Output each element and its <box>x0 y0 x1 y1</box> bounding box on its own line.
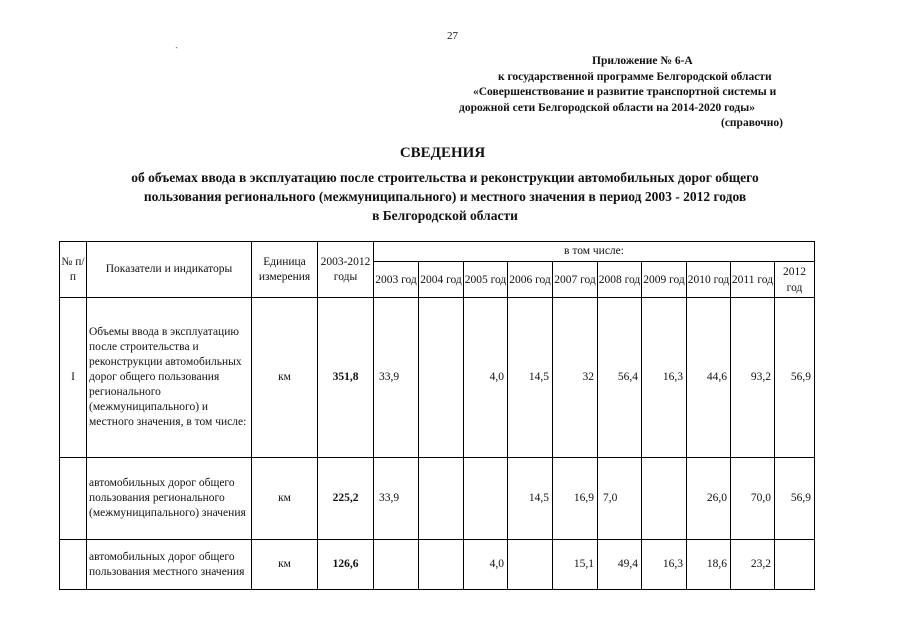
row-value: 93,2 <box>731 298 775 458</box>
table-row <box>60 540 815 590</box>
row-indicator: автомобильных дорог общего пользования регионального (межмуниципального) значения <box>87 458 252 540</box>
annex-line-2: к государственной программе Белгородской области <box>498 70 772 83</box>
row-value: 16,9 <box>553 458 598 540</box>
row-value: 44,6 <box>687 298 731 458</box>
row-unit: км <box>252 458 318 540</box>
annex-line-4: дорожной сети Белгородской области на 2014-2020 годы» <box>459 101 755 114</box>
header-year: 2009 год <box>642 262 687 298</box>
row-unit: км <box>252 298 318 458</box>
row-value: 56,9 <box>775 298 815 458</box>
row-value: 14,5 <box>508 458 553 540</box>
row-indicator: Объемы ввода в эксплуатацию после строительства и реконструкции автомобильных дорог общего пользования регионального (межмуниципального) и местного значения, в том числе: <box>87 298 252 458</box>
row-indicator: автомобильных дорог общего пользования местного значения <box>87 540 252 590</box>
header-year: 2007 год <box>553 262 598 298</box>
subtitle-line-2: пользования регионального (межмуниципального) и местного значения в период 2003 - 2012 годов <box>143 189 747 204</box>
annex-line-1: Приложение № 6-А <box>592 55 693 67</box>
header-number: № п/п <box>60 242 87 298</box>
row-value: 4,0 <box>464 540 508 590</box>
row-number <box>60 458 87 540</box>
row-value: 70,0 <box>731 458 775 540</box>
header-year: 2004 год <box>419 262 464 298</box>
header-year: 2010 год <box>687 262 731 298</box>
annex-line-5: (справочно) <box>721 117 783 129</box>
row-value: 7,0 <box>598 458 642 540</box>
row-total: 351,8 <box>318 298 374 458</box>
subtitle-line-3: в Белгородской области <box>372 208 518 223</box>
header-total: 2003-2012 годы <box>318 242 374 298</box>
row-value <box>419 458 464 540</box>
row-value: 14,5 <box>508 298 553 458</box>
header-year: 2006 год <box>508 262 553 298</box>
row-value: 56,4 <box>598 298 642 458</box>
header-including: в том числе: <box>374 242 815 262</box>
document-title: СВЕДЕНИЯ <box>399 145 486 161</box>
row-value <box>419 298 464 458</box>
header-year: 2011 год <box>731 262 775 298</box>
row-value <box>419 540 464 590</box>
row-value: 16,3 <box>642 540 687 590</box>
row-value <box>464 458 508 540</box>
row-value: 4,0 <box>464 298 508 458</box>
annex-line-3: «Совершенствование и развитие транспортной системы и <box>473 86 777 98</box>
row-value: 33,9 <box>374 458 419 540</box>
row-value: 16,3 <box>642 298 687 458</box>
header-year: 2003 год <box>374 262 419 298</box>
row-unit: км <box>252 540 318 590</box>
row-value: 56,9 <box>775 458 815 540</box>
row-number: I <box>60 298 87 458</box>
page-number: 27 <box>447 30 458 42</box>
table-row <box>60 298 815 458</box>
header-unit: Единица измерения <box>252 242 318 298</box>
header-year: 2008 год <box>598 262 642 298</box>
row-value: 33,9 <box>374 298 419 458</box>
header-year: 2005 год <box>464 262 508 298</box>
subtitle-line-1: об объемах ввода в эксплуатацию после строительства и реконструкции автомобильных дорог общего <box>131 170 759 185</box>
header-year: 2012 год <box>775 262 815 298</box>
header-indicator: Показатели и индикаторы <box>87 242 252 298</box>
row-value <box>374 540 419 590</box>
row-value: 26,0 <box>687 458 731 540</box>
row-number <box>60 540 87 590</box>
data-table <box>59 241 815 590</box>
row-value: 32 <box>553 298 598 458</box>
row-value <box>508 540 553 590</box>
row-value: 49,4 <box>598 540 642 590</box>
row-value: 18,6 <box>687 540 731 590</box>
annex-header <box>440 54 812 132</box>
row-total: 225,2 <box>318 458 374 540</box>
table-row <box>60 458 815 540</box>
row-total: 126,6 <box>318 540 374 590</box>
document-subtitle <box>60 168 830 225</box>
row-value: 23,2 <box>731 540 775 590</box>
row-value <box>642 458 687 540</box>
row-value <box>775 540 815 590</box>
row-value: 15,1 <box>553 540 598 590</box>
stray-mark: ˏ <box>175 38 179 49</box>
